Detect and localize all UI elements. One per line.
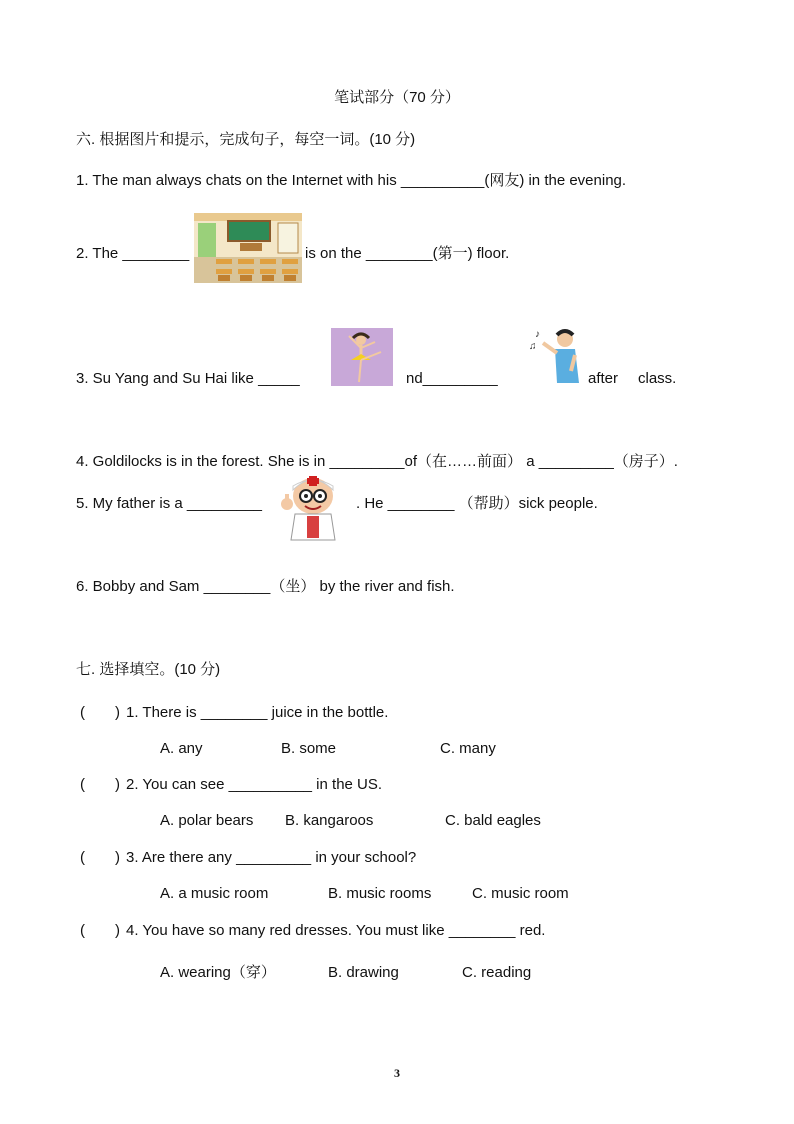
option-1-c: C. many <box>440 740 496 757</box>
option-2-c: C. bald eagles <box>445 812 541 829</box>
option-4-a: A. wearing（穿） <box>160 964 276 981</box>
answer-paren-open-2: ( <box>80 776 85 793</box>
section7-heading: 七. 选择填空。(10 分) <box>76 661 221 678</box>
choice-question-2: 2. You can see __________ in the US. <box>126 776 383 793</box>
dancer-image <box>331 328 393 386</box>
answer-paren-close-4: ) <box>115 922 120 939</box>
option-4-c: C. reading <box>462 964 532 981</box>
question-4: 4. Goldilocks is in the forest. She is in _________of（在……前面） a _________（房子）. <box>76 453 678 470</box>
option-2-b: B. kangaroos <box>285 812 374 829</box>
option-2-a: A. polar bears <box>160 812 254 829</box>
svg-text:♪: ♪ <box>535 329 540 340</box>
option-3-a: A. a music room <box>160 885 269 902</box>
option-1-b: B. some <box>281 740 337 757</box>
answer-paren-close-2: ) <box>115 776 120 793</box>
option-4-b: B. drawing <box>328 964 399 981</box>
option-1-a: A. any <box>160 740 203 757</box>
question-5-end: . He ________ （帮助）sick people. <box>356 495 598 512</box>
answer-paren-close-3: ) <box>115 849 120 866</box>
doctor-image <box>277 474 345 544</box>
question-3-start: 3. Su Yang and Su Hai like _____ <box>76 370 300 387</box>
question-3-end: class. <box>638 370 677 387</box>
answer-paren-close-1: ) <box>115 704 120 721</box>
singer-image <box>527 325 587 385</box>
question-3-after: after <box>588 370 619 387</box>
answer-paren-open-1: ( <box>80 704 85 721</box>
option-3-c: C. music room <box>472 885 569 902</box>
choice-question-3: 3. Are there any _________ in your school? <box>126 849 417 866</box>
question-6: 6. Bobby and Sam ________（坐） by the river and fish. <box>76 578 455 595</box>
page-number: 3 <box>394 1066 400 1080</box>
section6-heading: 六. 根据图片和提示，完成句子，每空一词。(10 分) <box>76 131 416 148</box>
choice-question-1: 1. There is ________ juice in the bottle. <box>126 704 389 721</box>
question-2-end: is on the ________(第一) floor. <box>305 245 510 262</box>
question-3-middle: nd_________ <box>406 370 498 387</box>
page-title: 笔试部分（70 分） <box>334 89 460 106</box>
choice-question-4: 4. You have so many red dresses. You must like ________ red. <box>126 922 546 939</box>
option-3-b: B. music rooms <box>328 885 432 902</box>
answer-paren-open-4: ( <box>80 922 85 939</box>
svg-text:♫: ♫ <box>529 341 537 352</box>
question-1: 1. The man always chats on the Internet with his __________(网友) in the evening. <box>76 172 627 189</box>
question-2-start: 2. The ________ <box>76 245 190 262</box>
answer-paren-open-3: ( <box>80 849 85 866</box>
classroom-image <box>194 213 302 283</box>
question-5-start: 5. My father is a _________ <box>76 495 262 512</box>
